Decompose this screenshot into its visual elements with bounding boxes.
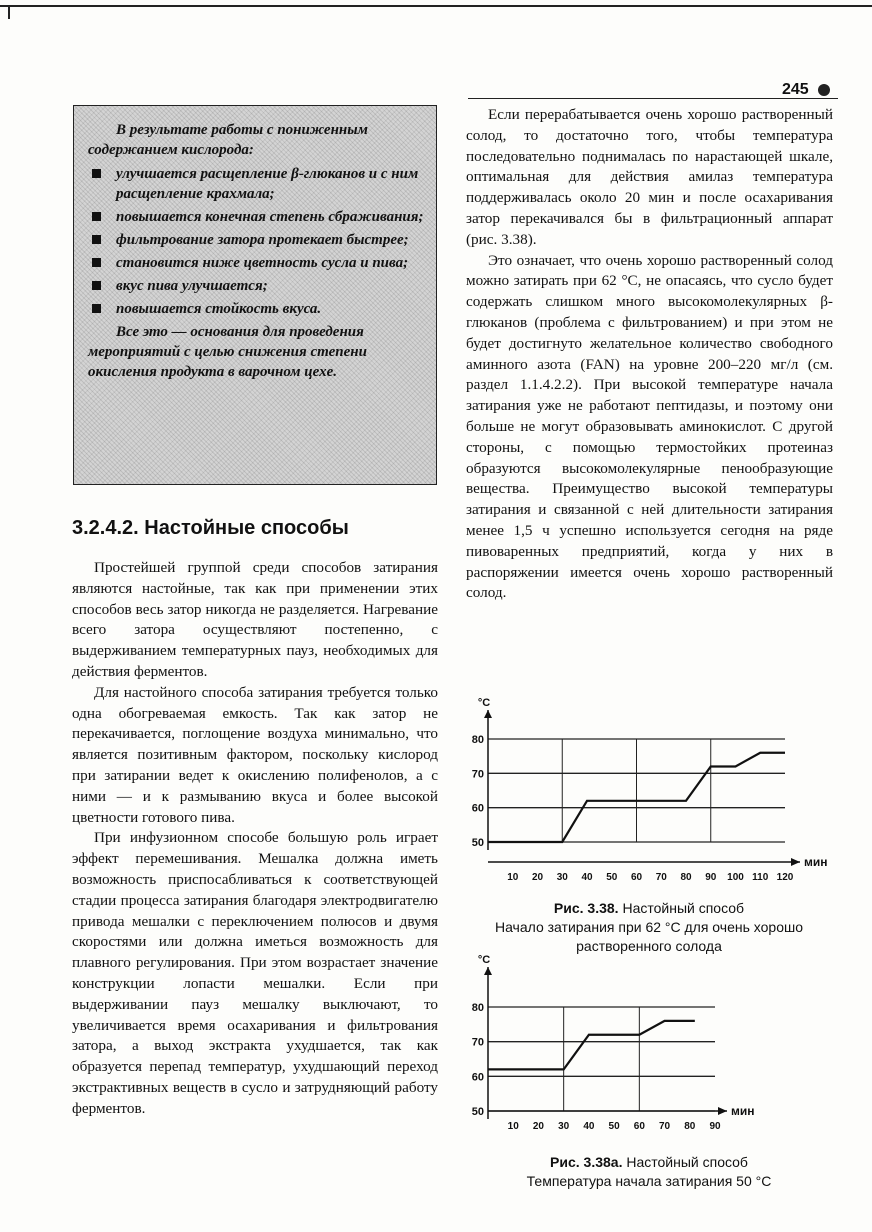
paragraph: Это означает, что очень хорошо растворенный солод можно затирать при 62 °С, не опасаясь, что сусло будет содержать слишком много высокомолекулярных β-глюканов (проблема с фильтрованием) и при этом не будет достигнуто желательное количество свободного аминного азота (FAN) на уровне 200–220 мг/л (см. раздел 1.1.4.2.2). При высокой температуре начала затирания уже не работают пептидазы, и поэтому они больше не могут образовывать аминокислот. С другой стороны, с помощью термостойких протеиназ образуются высокомолекулярные пенообразующие вещества. Преимущество высокой температуры затирания и связанной с ней длительности затирания менее 1,5 ч успешно используется сегодня на ряде пивоваренных предприятий, когда у них в распоряжении имеется очень хорошо растворенный солод. — [466, 251, 833, 602]
x-tick-label: 10 — [507, 872, 519, 883]
caption-sub: Начало затирания при 62 °С для очень хорошо растворенного солода — [494, 919, 804, 954]
box-list-item — [88, 230, 424, 250]
caption-title: Настойный способ — [626, 1154, 748, 1170]
x-tick-label: 20 — [531, 872, 544, 883]
x-tick-label: 60 — [633, 1121, 645, 1132]
chart-fig-3-38a — [455, 954, 775, 1137]
caption-title: Настойный способ — [622, 900, 745, 916]
x-tick-label: 30 — [558, 1121, 570, 1132]
y-tick-label: 80 — [471, 734, 484, 746]
y-tick-label: 50 — [471, 1106, 484, 1118]
paragraph: Простейшей группой среди способов затирания являются настойные, так как при применении этих способов весь затор никогда не разделяется. Нагревание всего затора осуществляют постепенно, с выдерживанием температурных пауз, необходимых для действия ферментов. — [72, 559, 438, 680]
box-item-text: вкус пива улучшается; — [116, 278, 268, 294]
x-tick-label: 90 — [705, 872, 717, 883]
caption-label: Рис. 3.38. — [553, 900, 619, 916]
y-axis-arrow-icon — [484, 967, 492, 975]
box-item-text: становится ниже цветность сусла и пива; — [116, 255, 409, 271]
box-list-item — [88, 299, 424, 319]
x-tick-label: 30 — [556, 872, 568, 883]
chart-fig-3-38 — [455, 697, 828, 890]
y-tick-label: 70 — [471, 1036, 484, 1049]
box-item-text: улучшается расщепление β-глюканов и с ним расщепление крахмала; — [116, 166, 419, 202]
box-item-text: фильтрование затора протекает быстрее; — [116, 232, 409, 248]
header-rule — [468, 98, 838, 99]
paragraph: Если перерабатывается очень хорошо растворенный солод, то достаточно того, чтобы температура последовательно поднималась по нарастающей шкале, оптимальная для действия амилаз температура поддерживалась около 20 мин и после осахаривания затор перекачивался бы в фильтрационный аппарат (рис. 3.38). — [466, 106, 833, 248]
x-tick-label: 100 — [727, 872, 744, 883]
section-title: 3.2.4.2. Настойные способы — [72, 517, 349, 539]
x-tick-label: 20 — [532, 1121, 545, 1132]
x-tick-label: 50 — [608, 1121, 620, 1132]
caption-label: Рис. 3.38а. — [550, 1154, 623, 1170]
bullet-icon — [92, 169, 101, 178]
x-tick-label: 110 — [752, 872, 769, 883]
x-tick-label: 80 — [680, 872, 692, 883]
figure-caption — [466, 1153, 832, 1191]
x-axis-arrow-icon — [718, 1107, 727, 1115]
x-tick-label: 10 — [507, 1121, 519, 1132]
x-tick-label: 40 — [583, 1121, 595, 1132]
paragraph: Для настойного способа затирания требуется только одна обогреваемая емкость. Так как затор не перекачивается, поглощение воздуха минимально, что является позитивным фактором, поскольку кислород при затирании ведет к окислению полифенолов, а с ними — и к размыванию вкуса и более высокой цветности готового пива. — [72, 683, 438, 826]
box-list-item — [88, 276, 424, 296]
bullet-icon — [92, 235, 101, 244]
x-axis-label: мин — [804, 855, 828, 869]
top-rule-tick — [8, 5, 10, 19]
bullet-icon — [92, 281, 101, 290]
y-tick-label: 60 — [471, 802, 484, 815]
box-outro: Все это — основания для проведения мероприятий с целью снижения степени окисления продукта в варочном цехе. — [88, 324, 367, 380]
y-tick-label: 80 — [471, 1002, 484, 1014]
right-column — [466, 105, 833, 604]
x-tick-label: 70 — [658, 1121, 671, 1132]
page-marker-icon — [818, 84, 830, 96]
x-tick-label: 40 — [581, 872, 593, 883]
highlight-box — [73, 105, 437, 485]
bullet-icon — [92, 212, 101, 221]
bullet-icon — [92, 258, 101, 267]
x-tick-label: 120 — [776, 872, 794, 883]
page-number: 245 — [782, 81, 809, 98]
top-rule — [0, 5, 872, 7]
y-tick-label: 60 — [471, 1071, 484, 1084]
x-tick-label: 50 — [606, 872, 618, 883]
x-axis-label: мин — [731, 1104, 755, 1118]
box-item-text: повышается стойкость вкуса. — [116, 301, 322, 317]
box-list-item — [88, 207, 424, 227]
x-tick-label: 80 — [684, 1121, 696, 1132]
figure-caption — [466, 899, 832, 956]
caption-sub: Температура начала затирания 50 °С — [526, 1173, 772, 1189]
y-axis-label: °С — [477, 697, 491, 709]
x-tick-label: 60 — [630, 872, 643, 883]
left-column — [72, 558, 438, 1120]
x-tick-label: 90 — [709, 1121, 721, 1132]
bullet-icon — [92, 304, 101, 313]
y-axis-label: °С — [477, 954, 491, 966]
y-axis-arrow-icon — [484, 710, 492, 718]
box-list — [88, 164, 424, 319]
x-axis-arrow-icon — [791, 858, 800, 866]
box-intro: В результате работы с пониженным содержанием кислорода: — [88, 122, 368, 158]
box-list-item — [88, 253, 424, 273]
paragraph: При инфузионном способе большую роль играет эффект перемешивания. Мешалка должна иметь возможность приспосабливаться к соответствующей стадии процесса затирания благодаря электродвигателю привода мешалки с переключением полюсов и двумя скоростями или должна иметься возможность для плавного регулирования. При этом возрастает значение конструкции лопасти мешалки. Если при выдерживании пауз мешалку выключают, то увеличивается время осахаривания и фильтрования затора, а выход экстракта ухудшается, так как образуется перепад температур, ухудшающий переход экстрактивных веществ в сусло и затрудняющий работу ферментов. — [72, 829, 438, 1117]
series-line — [488, 1021, 695, 1070]
x-tick-label: 70 — [655, 872, 667, 883]
box-list-item — [88, 164, 424, 204]
y-tick-label: 50 — [471, 837, 484, 849]
y-tick-label: 70 — [471, 768, 484, 781]
box-item-text: повышается конечная степень сбраживания; — [116, 209, 424, 225]
